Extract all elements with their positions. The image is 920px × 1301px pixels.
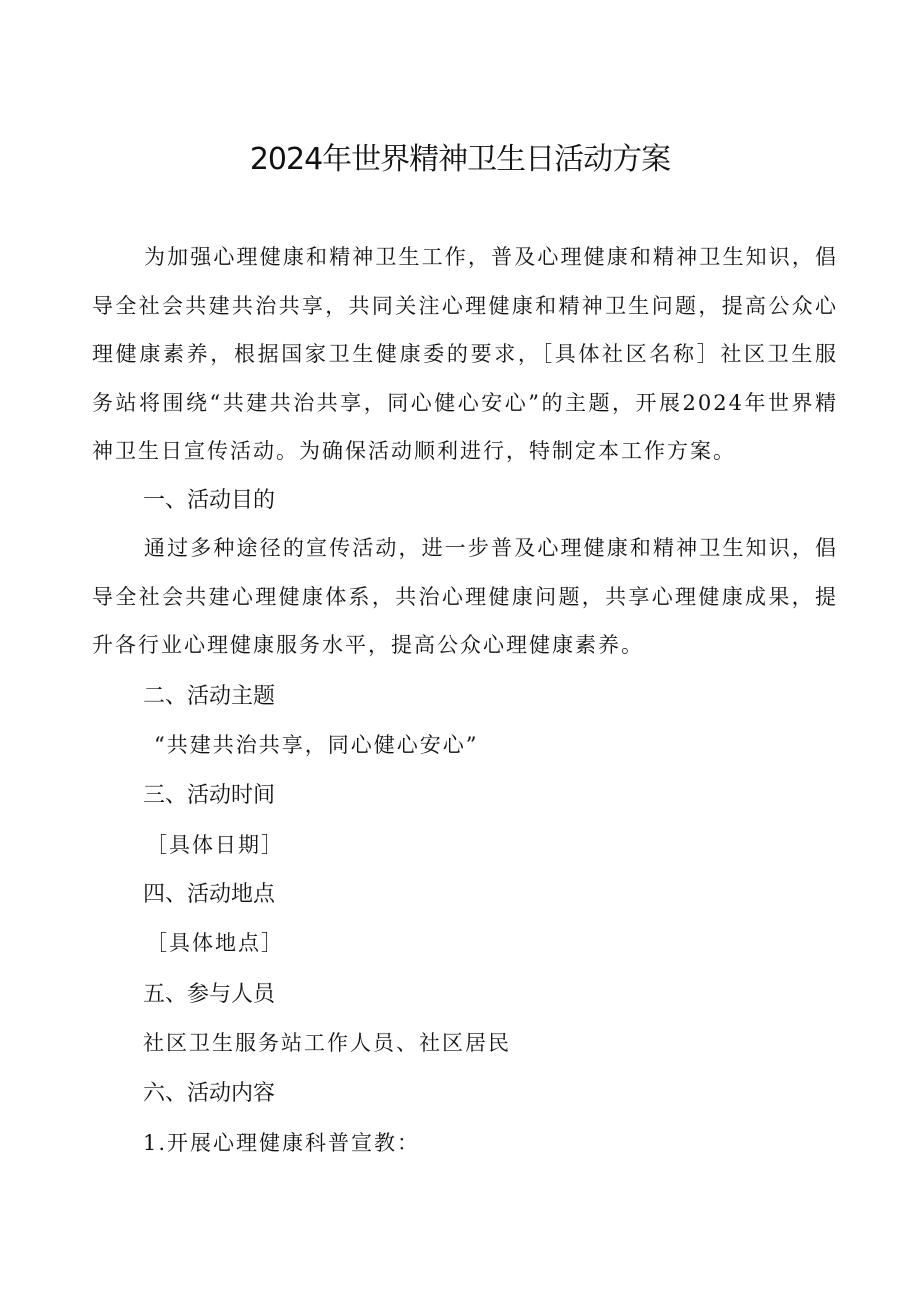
section-heading-location: 四、活动地点	[143, 882, 276, 907]
section-content-purpose: 通过多种途径的宣传活动，进一步普及心理健康和精神卫生知识，倡导全社会共建心理健康体系，共治心理健康问题，共享心理健康成果，提升各行业心理健康服务水平，提高公众心理健康素养。	[92, 536, 838, 657]
section-heading-theme: 二、活动主题	[143, 684, 276, 709]
section-content-location: ［具体地点］	[146, 931, 284, 955]
document-title: 2024年世界精神卫生日活动方案	[249, 142, 671, 177]
section-heading-purpose: 一、活动目的	[143, 488, 276, 513]
section-content-item-1: 1.开展心理健康科普宣教：	[143, 1131, 421, 1155]
section-content-time: ［具体日期］	[146, 833, 284, 857]
section-content-theme: “共建共治共享，同心健心安心”	[154, 733, 479, 757]
section-content-participants: 社区卫生服务站工作人员、社区居民	[143, 1031, 511, 1055]
intro-paragraph: 为加强心理健康和精神卫生工作，普及心理健康和精神卫生知识，倡导全社会共建共治共享，共同关注心理健康和精神卫生问题，提高公众心理健康素养，根据国家卫生健康委的要求，［具体社区名称］社区卫生服务站将围绕“共建共治共享，同心健心安心”的主题，开展2024年世界精神卫生日宣传活动。为确保活动顺利进行，特制定本工作方案。	[92, 245, 838, 463]
section-heading-time: 三、活动时间	[143, 783, 276, 808]
section-heading-content: 六、活动内容	[143, 1081, 276, 1106]
section-heading-participants: 五、参与人员	[143, 982, 276, 1007]
